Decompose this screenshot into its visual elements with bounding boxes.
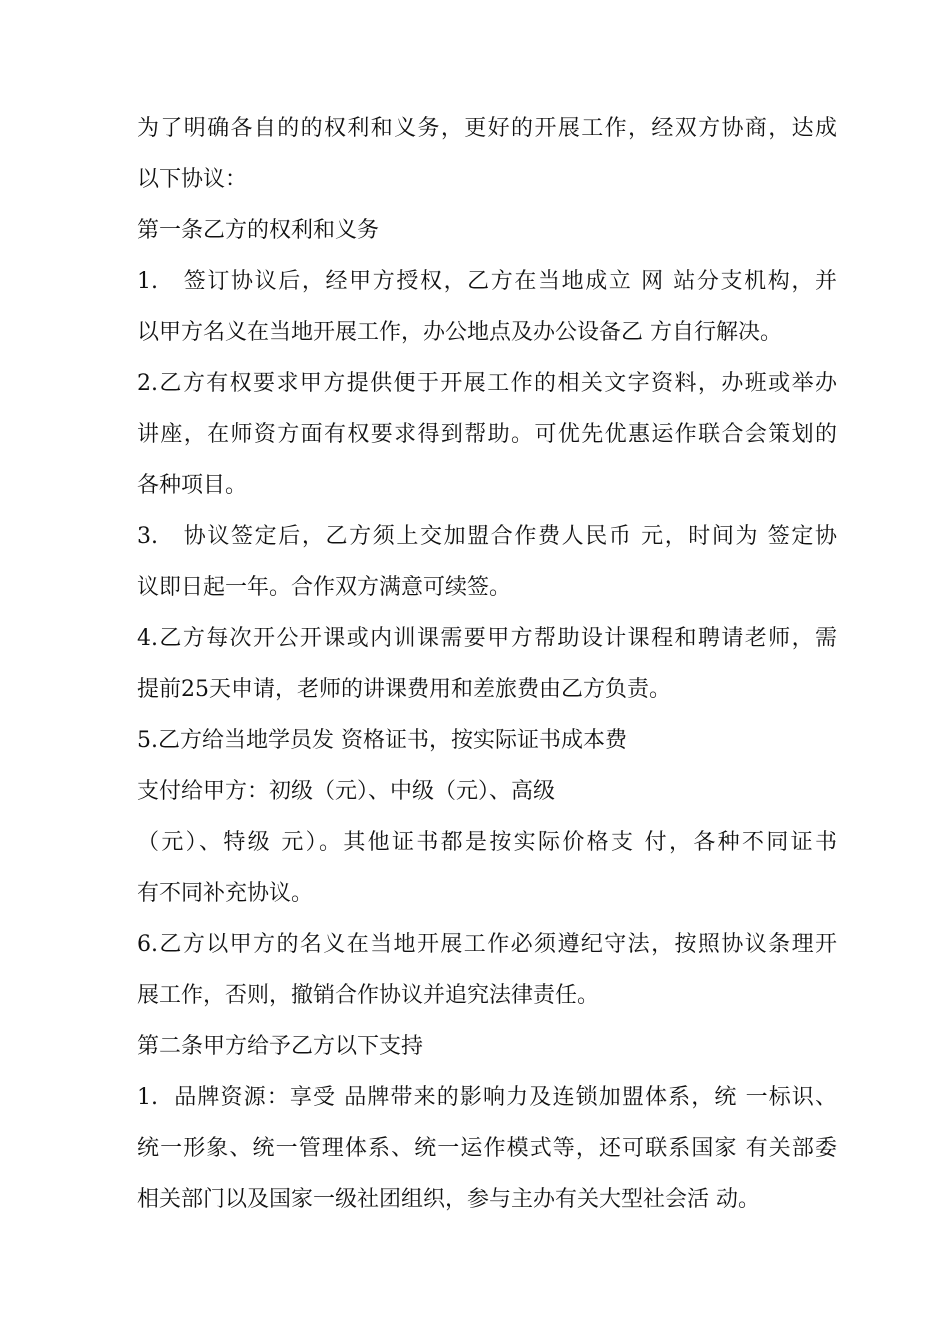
text-line: 2.乙方有权要求甲方提供便于开展工作的相关文字资料，办班或举办 — [137, 371, 837, 396]
text-line: 讲座，在师资方面有权要求得到帮助。可优先优惠运作联合会策划的 — [137, 422, 837, 447]
text-line: 以甲方名义在当地开展工作，办公地点及办公设备乙 方自行解决。 — [137, 320, 782, 345]
text-line: 有不同补充协议。 — [137, 881, 314, 906]
text-line: 4.乙方每次开公开课或内训课需要甲方帮助设计课程和聘请老师，需 — [137, 626, 837, 651]
text-line: 议即日起一年。合作双方满意可续签。 — [137, 575, 512, 600]
document-body — [137, 103, 837, 1225]
section-heading: 第二条甲方给予乙方以下支持 — [137, 1034, 424, 1059]
text-line: 各种项目。 — [137, 473, 248, 498]
text-line: 5.乙方给当地学员发 资格证书，按实际证书成本费 — [137, 728, 627, 753]
text-line: 为了明确各自的的权利和义务，更好的开展工作，经双方协商，达成 — [137, 116, 837, 141]
text-line: 1. 签订协议后，经甲方授权，乙方在当地成立 网 站分支机构，并 — [137, 269, 837, 294]
text-line: 以下协议： — [137, 167, 248, 192]
section-heading: 第一条乙方的权利和义务 — [137, 218, 380, 243]
text-line: （元）、特级 元）。其他证书都是按实际价格支 付，各种不同证书 — [137, 830, 837, 855]
text-line: 提前25天申请，老师的讲课费用和差旅费由乙方负责。 — [137, 677, 671, 702]
text-line: 统一形象、统一管理体系、统一运作模式等，还可联系国家 有关部委 — [137, 1136, 837, 1161]
text-line: 支付给甲方：初级（元）、中级（元）、高级 — [137, 779, 556, 804]
text-line: 展工作，否则，撤销合作协议并追究法律责任。 — [137, 983, 600, 1008]
text-line: 1. 品牌资源：享受 品牌带来的影响力及连锁加盟体系，统 一标识、 — [137, 1085, 837, 1110]
text-line: 3. 协议签定后，乙方须上交加盟合作费人民币 元，时间为 签定协 — [137, 524, 837, 549]
text-line: 6.乙方以甲方的名义在当地开展工作必须遵纪守法，按照协议条理开 — [137, 932, 837, 957]
text-line: 相关部门以及国家一级社团组织，参与主办有关大型社会活 动。 — [137, 1187, 760, 1212]
